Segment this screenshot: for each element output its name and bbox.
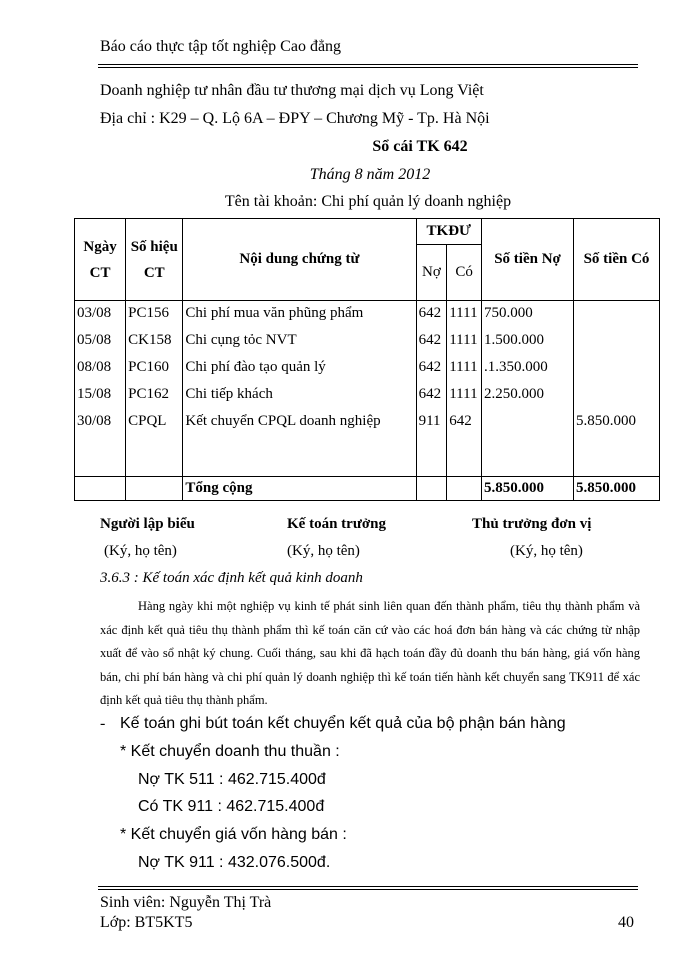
table-row: [75, 355, 660, 382]
cell-no: 911: [416, 409, 447, 477]
total-no: [416, 477, 447, 501]
signature-role-preparer: Người lập biểu: [100, 516, 195, 532]
cell-no: 642: [416, 301, 447, 328]
table-row: [75, 382, 660, 409]
total-docno: [126, 477, 183, 501]
cell-docno: CPQL: [126, 409, 183, 477]
cell-content: Chi cụng tỏc NVT: [183, 328, 416, 355]
total-credit: 5.850.000: [574, 477, 660, 501]
cell-no: 642: [416, 382, 447, 409]
cell-date: 03/08: [75, 301, 126, 328]
cell-credit: [574, 355, 660, 382]
cell-debit: 2.250.000: [482, 382, 574, 409]
entries-bullet: -: [100, 715, 106, 732]
entry-revenue-title: * Kết chuyển doanh thu thuần :: [120, 743, 340, 760]
footer-rule: [98, 886, 638, 887]
col-header-no: Nợ: [416, 245, 447, 301]
col-header-credit: Số tiền Có: [574, 219, 660, 301]
cell-date: 30/08: [75, 409, 126, 477]
header-rule-2: [98, 67, 638, 68]
table-row: [75, 328, 660, 355]
footer-page-number: 40: [618, 914, 634, 931]
ledger-account: Tên tài khoản: Chi phí quản lý doanh nghiệp: [224, 193, 512, 210]
cell-credit: [574, 328, 660, 355]
col-header-tkdu: TKĐƯ: [416, 219, 481, 245]
table-row: [75, 409, 660, 477]
footer-student: Sinh viên: Nguyễn Thị Trà: [100, 894, 272, 911]
header-rule: [98, 64, 638, 65]
cell-debit: [482, 409, 574, 477]
cell-date: 08/08: [75, 355, 126, 382]
footer-rule-2: [98, 889, 638, 890]
cell-docno: PC162: [126, 382, 183, 409]
col-header-date: Ngày CT: [75, 219, 126, 301]
cell-content: Chi phí mua văn phũng phẩm: [183, 301, 416, 328]
cell-debit: 750.000: [482, 301, 574, 328]
cell-co: 1111: [447, 382, 482, 409]
cell-credit: [574, 382, 660, 409]
company-name: Doanh nghiệp tư nhân đầu tư thương mại dịch vụ Long Việt: [100, 82, 484, 99]
ledger-title: Sổ cái TK 642: [372, 138, 468, 155]
cell-no: 642: [416, 355, 447, 382]
ledger-body: [75, 301, 660, 477]
total-label: Tổng cộng: [183, 477, 416, 501]
total-date: [75, 477, 126, 501]
total-debit: 5.850.000: [482, 477, 574, 501]
col-header-docno: Số hiệu CT: [126, 219, 183, 301]
signature-role-chief-accountant: Kế toán trưởng: [287, 516, 386, 532]
col-header-debit: Số tiền Nợ: [482, 219, 574, 301]
report-header: Báo cáo thực tập tốt nghiệp Cao đẳng: [100, 38, 342, 55]
cell-date: 15/08: [75, 382, 126, 409]
entry-cogs-debit: Nợ TK 911 : 432.076.500đ.: [138, 854, 331, 871]
ledger-period: Tháng 8 năm 2012: [309, 166, 431, 183]
cell-date: 05/08: [75, 328, 126, 355]
section-paragraph: Hàng ngày khi một nghiệp vụ kinh tế phát sinh liên quan đến thành phẩm, tiêu thụ thành phẩm và xác định kết quả tiêu thụ thành phẩm thì kế toán căn cứ vào các hoá đơn bán hàng và các chứng từ nhập xuất để vào sổ nhật ký chung. Cuối tháng, sau khi đã hạch toán đầy đủ doanh thu bán hàng, giá vốn hàng bán, chi phí bán hàng và chi phí quản lý doanh nghiệp thì kế toán tiến hành kết chuyển sang TK911 để xác định kết quả tiêu thụ thành phẩm.: [100, 599, 640, 707]
cell-credit: 5.850.000: [574, 409, 660, 477]
cell-docno: PC160: [126, 355, 183, 382]
entry-revenue-debit: Nợ TK 511 : 462.715.400đ: [138, 771, 326, 788]
cell-content: Kết chuyển CPQL doanh nghiệp: [183, 409, 416, 477]
footer-class: Lớp: BT5KT5: [100, 914, 193, 931]
cell-debit: 1.500.000: [482, 328, 574, 355]
col-header-content: Nội dung chứng từ: [183, 219, 416, 301]
cell-docno: CK158: [126, 328, 183, 355]
entries-heading: Kế toán ghi bút toán kết chuyển kết quả của bộ phận bán hàng: [120, 715, 566, 732]
ledger-table: [74, 218, 660, 501]
signature-note-chief-accountant: (Ký, họ tên): [287, 543, 360, 559]
total-row: [75, 477, 660, 501]
entry-revenue-credit: Có TK 911 : 462.715.400đ: [138, 798, 325, 815]
cell-content: Chi phí đào tạo quản lý: [183, 355, 416, 382]
cell-co: 1111: [447, 328, 482, 355]
cell-debit: .1.350.000: [482, 355, 574, 382]
company-address: Địa chỉ : K29 – Q. Lộ 6A – ĐPY – Chương Mỹ - Tp. Hà Nội: [100, 110, 490, 127]
section-heading: 3.6.3 : Kế toán xác định kết quả kinh doanh: [100, 570, 363, 586]
table-row: [75, 301, 660, 328]
cell-co: 1111: [447, 355, 482, 382]
signature-role-director: Thủ trưởng đơn vị: [472, 516, 592, 532]
signature-note-preparer: (Ký, họ tên): [104, 543, 177, 559]
cell-content: Chi tiếp khách: [183, 382, 416, 409]
cell-credit: [574, 301, 660, 328]
cell-co: 642: [447, 409, 482, 477]
cell-co: 1111: [447, 301, 482, 328]
total-co: [447, 477, 482, 501]
signature-note-director: (Ký, họ tên): [510, 543, 583, 559]
entry-cogs-title: * Kết chuyển giá vốn hàng bán :: [120, 826, 347, 843]
col-header-co: Có: [447, 245, 482, 301]
cell-no: 642: [416, 328, 447, 355]
cell-docno: PC156: [126, 301, 183, 328]
